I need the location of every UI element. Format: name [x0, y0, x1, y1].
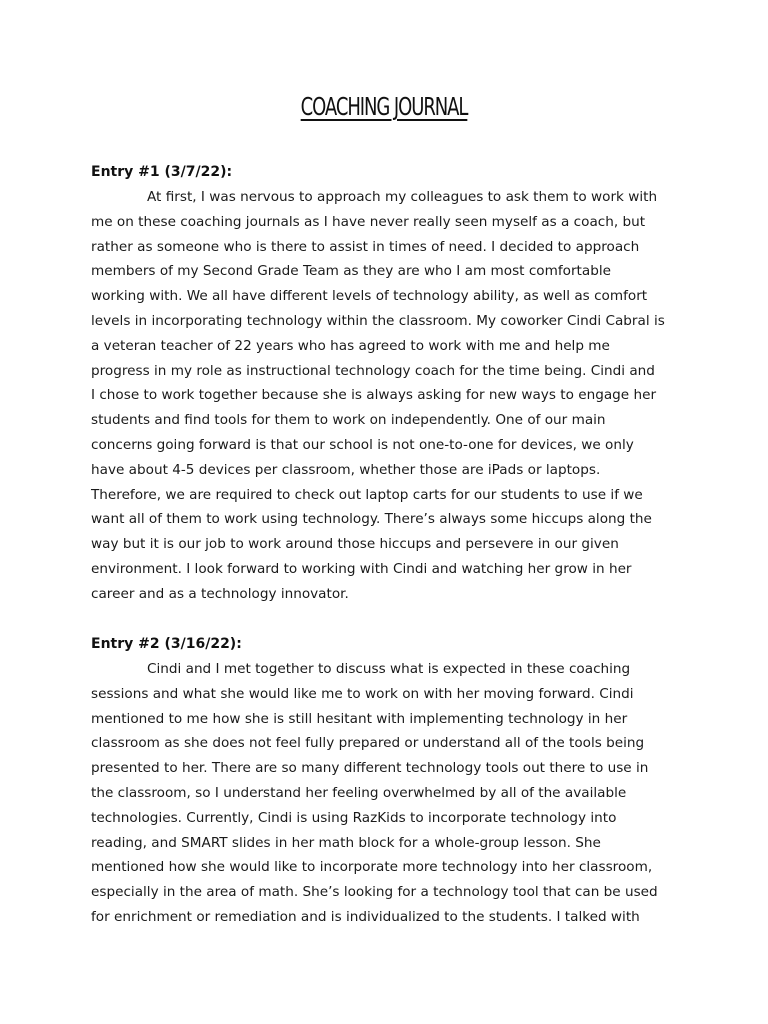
journal-entry-1: [91, 160, 687, 607]
entry-1-line: have about 4-5 devices per classroom, whether those are iPads or laptops.: [91, 461, 601, 478]
entry-2-line: the classroom, so I understand her feeling overwhelmed by all of the available: [91, 784, 627, 801]
entry-1-line: working with. We all have different levels of technology ability, as well as comfort: [91, 288, 648, 305]
entry-2-line: technologies. Currently, Cindi is using RazKids to incorporate technology into: [91, 809, 617, 826]
entry-1-line: concerns going forward is that our school is not one-to-one for devices, we only: [91, 436, 634, 453]
entry-2-line: mentioned to me how she is still hesitant with implementing technology in her: [91, 710, 628, 727]
entry-1-line: Therefore, we are required to check out laptop carts for our students to use if we: [91, 486, 643, 503]
entry-2-line: for enrichment or remediation and is individualized to the students. I talked with: [91, 908, 640, 925]
entry-1-line: members of my Second Grade Team as they are who I am most comfortable: [91, 263, 611, 280]
entry-2-line: sessions and what she would like me to work on with her moving forward. Cindi: [91, 685, 634, 702]
entry-2-line: reading, and SMART slides in her math block for a whole-group lesson. She: [91, 834, 601, 851]
entry-1-line: career and as a technology innovator.: [91, 585, 349, 602]
entry-1-line: way but it is our job to work around those hiccups and persevere in our given: [91, 536, 619, 553]
entry-1-body: [91, 185, 687, 607]
entry-2-line: especially in the area of math. She’s looking for a technology tool that can be used: [91, 884, 658, 901]
entry-1-line: want all of them to work using technology. There’s always some hiccups along the: [91, 511, 652, 528]
entry-1-line: I chose to work together because she is always asking for new ways to engage her: [91, 387, 657, 404]
entry-1-line: environment. I look forward to working with Cindi and watching her grow in her: [91, 560, 632, 577]
entry-2-heading: Entry #2 (3/16/22):: [91, 636, 242, 652]
entry-1-line: levels in incorporating technology within the classroom. My coworker Cindi Cabral is: [91, 312, 665, 329]
entry-1-heading: Entry #1 (3/7/22):: [91, 164, 233, 180]
entry-1-line: a veteran teacher of 22 years who has agreed to work with me and help me: [91, 337, 610, 354]
document-title: COACHING JOURNAL: [300, 92, 468, 121]
entry-1-line: students and find tools for them to work on independently. One of our main: [91, 412, 606, 429]
entry-2-line: Cindi and I met together to discuss what is expected in these coaching: [147, 661, 631, 677]
entry-1-line: progress in my role as instructional technology coach for the time being. Cindi and: [91, 362, 655, 379]
journal-entry-2: [91, 632, 687, 930]
entry-2-line: classroom as she does not feel fully prepared or understand all of the tools being: [91, 735, 645, 752]
entry-2-line: presented to her. There are so many different technology tools out there to use in: [91, 760, 649, 777]
entry-2-line: mentioned how she would like to incorporate more technology into her classroom,: [91, 859, 653, 876]
entry-1-line: At first, I was nervous to approach my colleagues to ask them to work with: [147, 189, 658, 205]
entry-2-body: [91, 657, 687, 930]
entry-1-line: me on these coaching journals as I have never really seen myself as a coach, but: [91, 213, 646, 230]
entry-1-line: rather as someone who is there to assist in times of need. I decided to approach: [91, 238, 640, 255]
